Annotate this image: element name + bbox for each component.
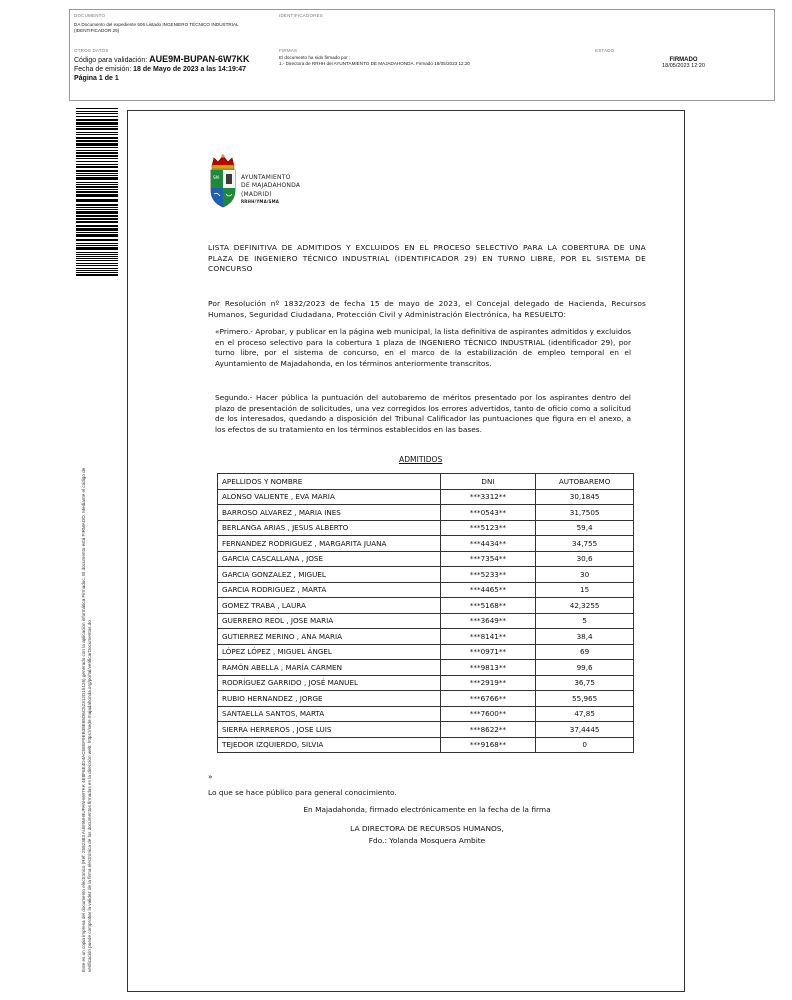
table-row — [218, 551, 634, 567]
ayto-line-1: AYUNTAMIENTO — [241, 174, 291, 181]
cell-dni: ***6766** — [440, 691, 536, 707]
cell-dni: ***7600** — [440, 706, 536, 722]
verification-side-text — [81, 292, 92, 972]
cell-dni: ***9813** — [440, 660, 536, 676]
department-code: RRHH/YMA/SMA — [241, 198, 280, 204]
cell-name: GOMEZ TRABA , LAURA — [218, 598, 441, 614]
fecha-label: Fecha de emisión: — [74, 66, 132, 73]
table-row — [218, 505, 634, 521]
cell-dni: ***3312** — [440, 489, 536, 505]
firmas-line-1: El documento ha sido firmado por : — [279, 55, 351, 60]
cell-name: GARCIA GONZALEZ , MIGUEL — [218, 567, 441, 583]
cell-score: 38,4 — [536, 629, 634, 645]
table-row — [218, 722, 634, 738]
identificadores-label: IDENTIFICADORES — [279, 13, 324, 18]
cell-name: SIERRA HERREROS , JOSE LUIS — [218, 722, 441, 738]
table-row — [218, 629, 634, 645]
cell-dni: ***3649** — [440, 613, 536, 629]
cell-dni: ***2919** — [440, 675, 536, 691]
cell-name: RUBIO HERNANDEZ , JORGE — [218, 691, 441, 707]
estado-label: ESTADO — [595, 48, 615, 53]
cell-score: 30,6 — [536, 551, 634, 567]
cell-name: GARCIA RODRIGUEZ , MARTA — [218, 582, 441, 598]
table-row — [218, 567, 634, 583]
status-date: 18/05/2023 12:20 — [662, 63, 705, 69]
table-row — [218, 582, 634, 598]
header-autobaremo: AUTOBAREMO — [536, 474, 634, 490]
cell-name: LÓPEZ LÓPEZ , MIGUEL ÁNGEL — [218, 644, 441, 660]
resolution-paragraph: Por Resolución nº 1832/2023 de fecha 15 de mayo de 2023, el Concejal delegado de Hacienda, Recursos Humanos, Seguridad Ciudadana, Protección Civil y Administración Electrónica, ha RESUELTO: — [208, 299, 646, 319]
public-notice: Lo que se hace público para general conocimiento. — [208, 788, 397, 797]
table-row — [218, 660, 634, 676]
closing-quote: » — [208, 772, 213, 781]
cell-name: ALONSO VALIENTE , EVA MARIA — [218, 489, 441, 505]
ayto-line-2: DE MAJADAHONDA — [241, 182, 301, 190]
cell-dni: ***0971** — [440, 644, 536, 660]
cell-score: 37,4445 — [536, 722, 634, 738]
table-row — [218, 489, 634, 505]
table-header-row — [218, 474, 634, 490]
header-dni: DNI — [440, 474, 536, 490]
document-title: LISTA DEFINITIVA DE ADMITIDOS Y EXCLUIDOS EN EL PROCESO SELECTIVO PARA LA COBERTURA DE UNA PLAZA DE INGENIERO TÉCNICO INDUSTRIAL (IDENTIFICADOR 29) EN TURNO LIBRE, POR EL SISTEMA DE CONCURSO — [208, 243, 646, 274]
firmas-label: FIRMAS — [279, 48, 298, 53]
status-badge: FIRMADO — [669, 57, 698, 63]
table-row — [218, 644, 634, 660]
admitidos-table — [217, 473, 634, 753]
cell-name: RODRÍGUEZ GARRIDO , JOSÉ MANUEL — [218, 675, 441, 691]
admitidos-heading: ADMITIDOS — [399, 455, 443, 464]
cell-score: 55,965 — [536, 691, 634, 707]
cell-dni: ***4434** — [440, 536, 536, 552]
cell-dni: ***4465** — [440, 582, 536, 598]
ayto-line-3: (MADRID) — [241, 190, 272, 198]
cell-score: 30 — [536, 567, 634, 583]
validation-code-line — [74, 55, 271, 65]
svg-text:SM: SM — [213, 175, 219, 180]
cell-dni: ***8141** — [440, 629, 536, 645]
otros-label: OTROS DATOS — [74, 48, 109, 53]
table-row — [218, 706, 634, 722]
cell-dni: ***5123** — [440, 520, 536, 536]
documento-cell — [70, 10, 275, 45]
cell-dni: ***8622** — [440, 722, 536, 738]
cell-score: 0 — [536, 737, 634, 753]
signature-role: LA DIRECTORA DE RECURSOS HUMANOS, — [350, 824, 504, 833]
cell-score: 99,6 — [536, 660, 634, 676]
table-row — [218, 536, 634, 552]
estado-cell — [591, 45, 776, 102]
cell-name: RAMÓN ABELLA , MARÍA CARMEN — [218, 660, 441, 676]
cell-score: 59,4 — [536, 520, 634, 536]
cell-score: 30,1845 — [536, 489, 634, 505]
header-apellidos: APELLIDOS Y NOMBRE — [218, 474, 441, 490]
documento-text: DA Documento del expediente 506 Listado INGENIERO TÉCNICO INDUSTRIAL (IDENTIFICADOR 29) — [74, 22, 239, 33]
validation-code[interactable]: AUE9M-BUPAN-6W7KK — [149, 54, 250, 64]
cell-score: 15 — [536, 582, 634, 598]
cell-name: SANTAELLA SANTOS, MARTA — [218, 706, 441, 722]
signature-block — [208, 823, 646, 846]
quote-segundo: Segundo.- Hacer pública la puntuación del autobaremo de méritos presentado por los aspirantes dentro del plazo de presentación de solicitudes, una vez corregidos los errores advertidos, tanto de oficio como a solicitud de los interesados, quedando a disposición del Tribunal Calificador las puntuaciones que figura en el anexo, a los efectos de su tratamiento en los términos establecidos en las bases. — [215, 393, 631, 434]
cell-score: 42,3255 — [536, 598, 634, 614]
documento-label: DOCUMENTO — [74, 13, 106, 18]
table-row — [218, 691, 634, 707]
signature-place: En Majadahonda, firmado electrónicamente en la fecha de la firma — [303, 805, 551, 814]
cell-score: 36,75 — [536, 675, 634, 691]
municipality-name — [241, 174, 300, 205]
cell-name: TEJEDOR IZQUIERDO, SILVIA — [218, 737, 441, 753]
cell-dni: ***7354** — [440, 551, 536, 567]
emission-date: 18 de Mayo de 2023 a las 14:19:47 — [133, 66, 247, 73]
table-row — [218, 613, 634, 629]
cell-score: 47,85 — [536, 706, 634, 722]
cell-name: GARCIA CASCALLANA , JOSE — [218, 551, 441, 567]
table-row — [218, 598, 634, 614]
firmas-line-2: 1.- Directora de RRHH del AYUNTAMIENTO DE MAJADAHONDA. Firmado 18/05/2023 12:20 — [279, 61, 470, 66]
cell-score: 34,755 — [536, 536, 634, 552]
coat-of-arms-logo — [206, 152, 240, 214]
cell-name: GUERRERO REOL , JOSE MARIA — [218, 613, 441, 629]
cell-name: GUTIERREZ MERINO , ANA MARIA — [218, 629, 441, 645]
cell-score: 5 — [536, 613, 634, 629]
table-row — [218, 520, 634, 536]
side-text-line-2: verificación puede comprobar la validez de la firma electrónica de los documentos firmados en la dirección web: https://sede.majadahonda.org/portal/verificarDocumentos.do — [86, 620, 92, 972]
quote-primero: «Primero.- Aprobar, y publicar en la página web municipal, la lista definitiva de aspirantes admitidos y excluidos en el proceso selectivo para la cobertura 1 plaza de INGENIERO TÉCNICO INDUSTRIAL (identificador 29), por turno libre, por el sistema de concurso, en el marco de la estabilización de empleo temporal en el Ayuntamiento de Majadahonda, en los términos anteriormente transcritos. — [215, 327, 631, 368]
cell-name: BARROSO ALVAREZ , MARIA INES — [218, 505, 441, 521]
cell-dni: ***5233** — [440, 567, 536, 583]
barcode-image — [76, 108, 118, 276]
firmas-cell — [275, 45, 591, 102]
cell-dni: ***0543** — [440, 505, 536, 521]
page-count: Página 1 de 1 — [74, 75, 119, 82]
cell-score: 31,7505 — [536, 505, 634, 521]
cell-name: BERLANGA ARIAS , JESUS ALBERTO — [218, 520, 441, 536]
cell-name: FERNANDEZ RODRIGUEZ , MARGARITA JUANA — [218, 536, 441, 552]
codigo-label: Código para validación: — [74, 57, 148, 64]
cell-score: 69 — [536, 644, 634, 660]
signature-header — [69, 9, 775, 101]
emission-date-line — [74, 65, 271, 74]
identificadores-cell — [275, 10, 776, 45]
table-row — [218, 675, 634, 691]
cell-dni: ***9168** — [440, 737, 536, 753]
otros-datos-cell — [70, 45, 275, 102]
side-text-line-1: Este es un copia impresa del documento electrónico (Ref: 2582383 AUE9M-BUPAN-6W7KK 4E8F6E4D4AC5EEF9EB38E65D6C52312D15126) generado con la aplicación informática Firmadoc. El documento está FIRMADO. Mediante el código de — [81, 467, 86, 972]
cell-dni: ***5168** — [440, 598, 536, 614]
signature-name: Fdo.: Yolanda Mosquera Ambite — [368, 835, 486, 845]
table-row — [218, 737, 634, 753]
